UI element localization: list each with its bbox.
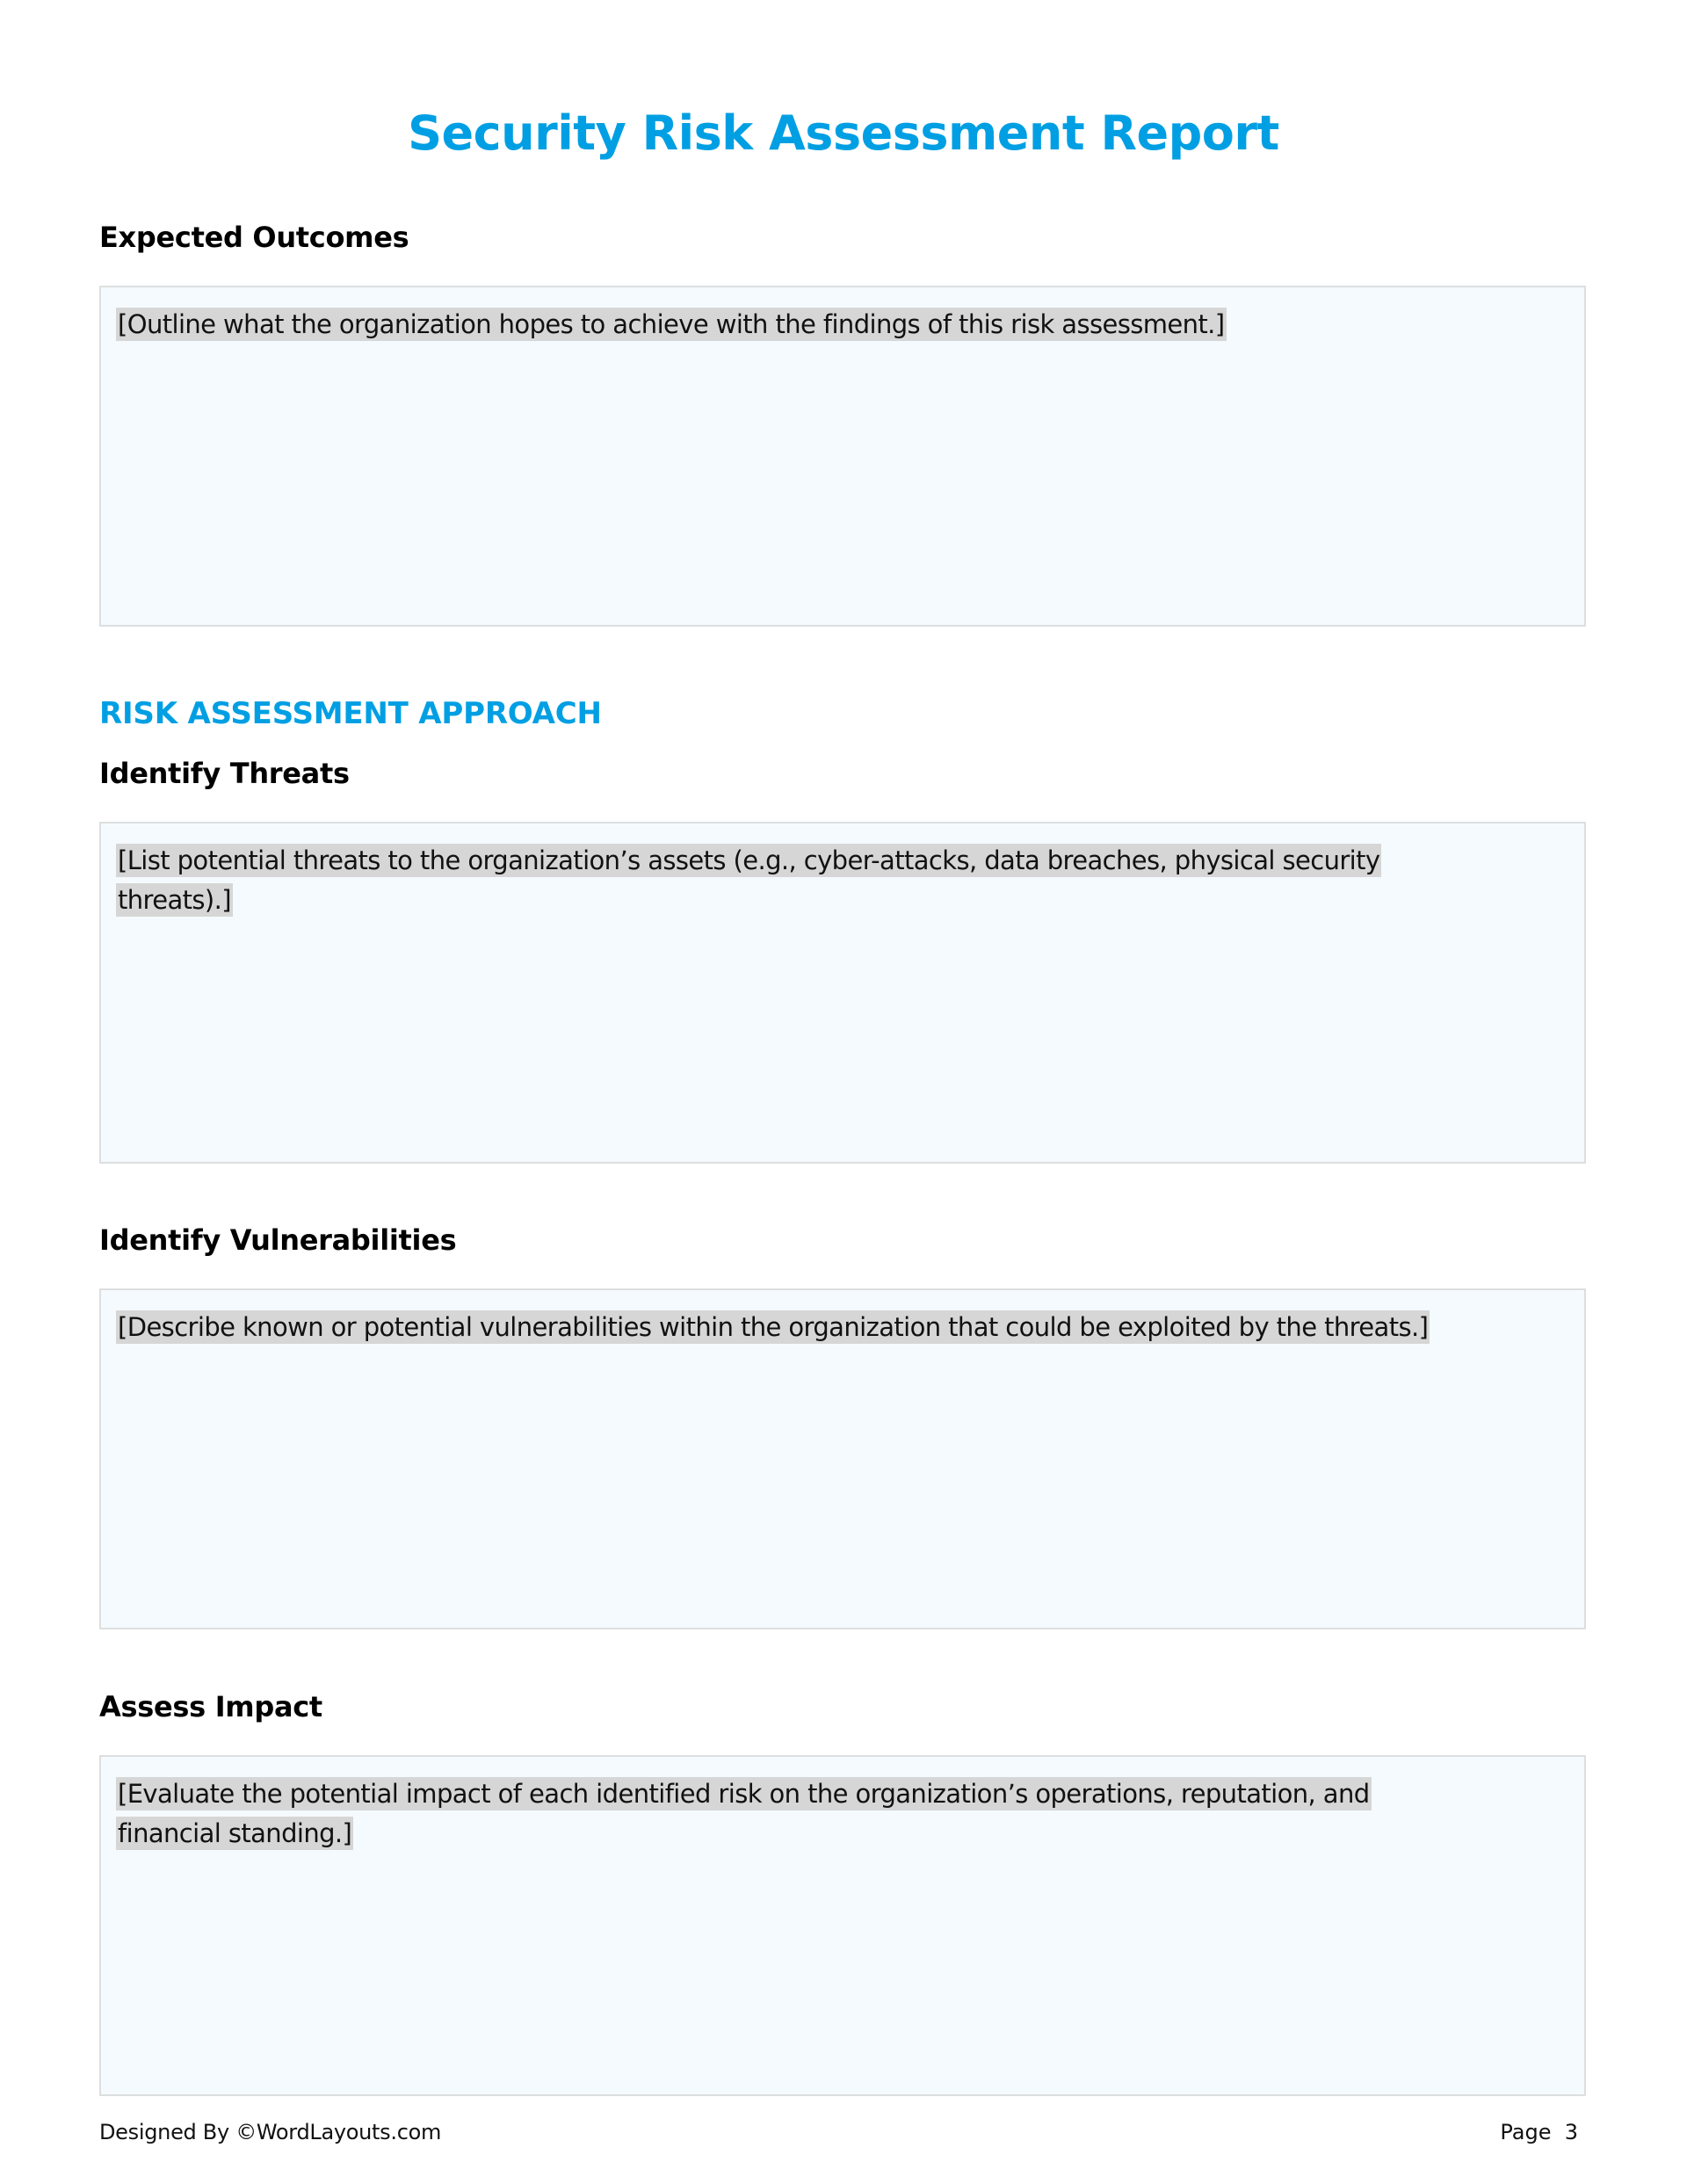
page-title: Security Risk Assessment Report [408, 105, 1279, 161]
expected-outcomes-text[interactable] [116, 305, 1531, 345]
identify-threats-text[interactable] [116, 841, 1531, 920]
placeholder-text[interactable]: [Describe known or potential vulnerabilities within the organization that could be exploited by the threats.] [118, 1312, 1429, 1342]
identify-vulnerabilities-text[interactable] [116, 1308, 1531, 1347]
placeholder-text[interactable]: [Evaluate the potential impact of each identified risk on the organization’s operations, reputation, and [118, 1779, 1370, 1809]
identify-vulnerabilities-heading: Identify Vulnerabilities [99, 1223, 457, 1257]
placeholder-text[interactable]: financial standing.] [118, 1818, 352, 1848]
risk-assessment-approach-heading: RISK ASSESSMENT APPROACH [99, 696, 602, 731]
footer-credit: Designed By ©WordLayouts.com [99, 2120, 442, 2144]
placeholder-text[interactable]: [List potential threats to the organization’s assets (e.g., cyber-attacks, data breaches, physical security [118, 845, 1380, 875]
identify-threats-field[interactable] [99, 822, 1586, 1164]
assess-impact-text[interactable] [116, 1774, 1531, 1854]
expected-outcomes-heading: Expected Outcomes [99, 221, 409, 254]
assess-impact-heading: Assess Impact [99, 1690, 322, 1723]
expected-outcomes-field[interactable] [99, 286, 1586, 627]
identify-vulnerabilities-field[interactable] [99, 1288, 1586, 1629]
placeholder-text[interactable]: [Outline what the organization hopes to achieve with the findings of this risk assessment.] [118, 309, 1225, 339]
page-number: Page 3 [1500, 2120, 1578, 2144]
placeholder-text[interactable]: threats).] [118, 885, 231, 915]
identify-threats-heading: Identify Threats [99, 757, 350, 790]
assess-impact-field[interactable] [99, 1755, 1586, 2096]
